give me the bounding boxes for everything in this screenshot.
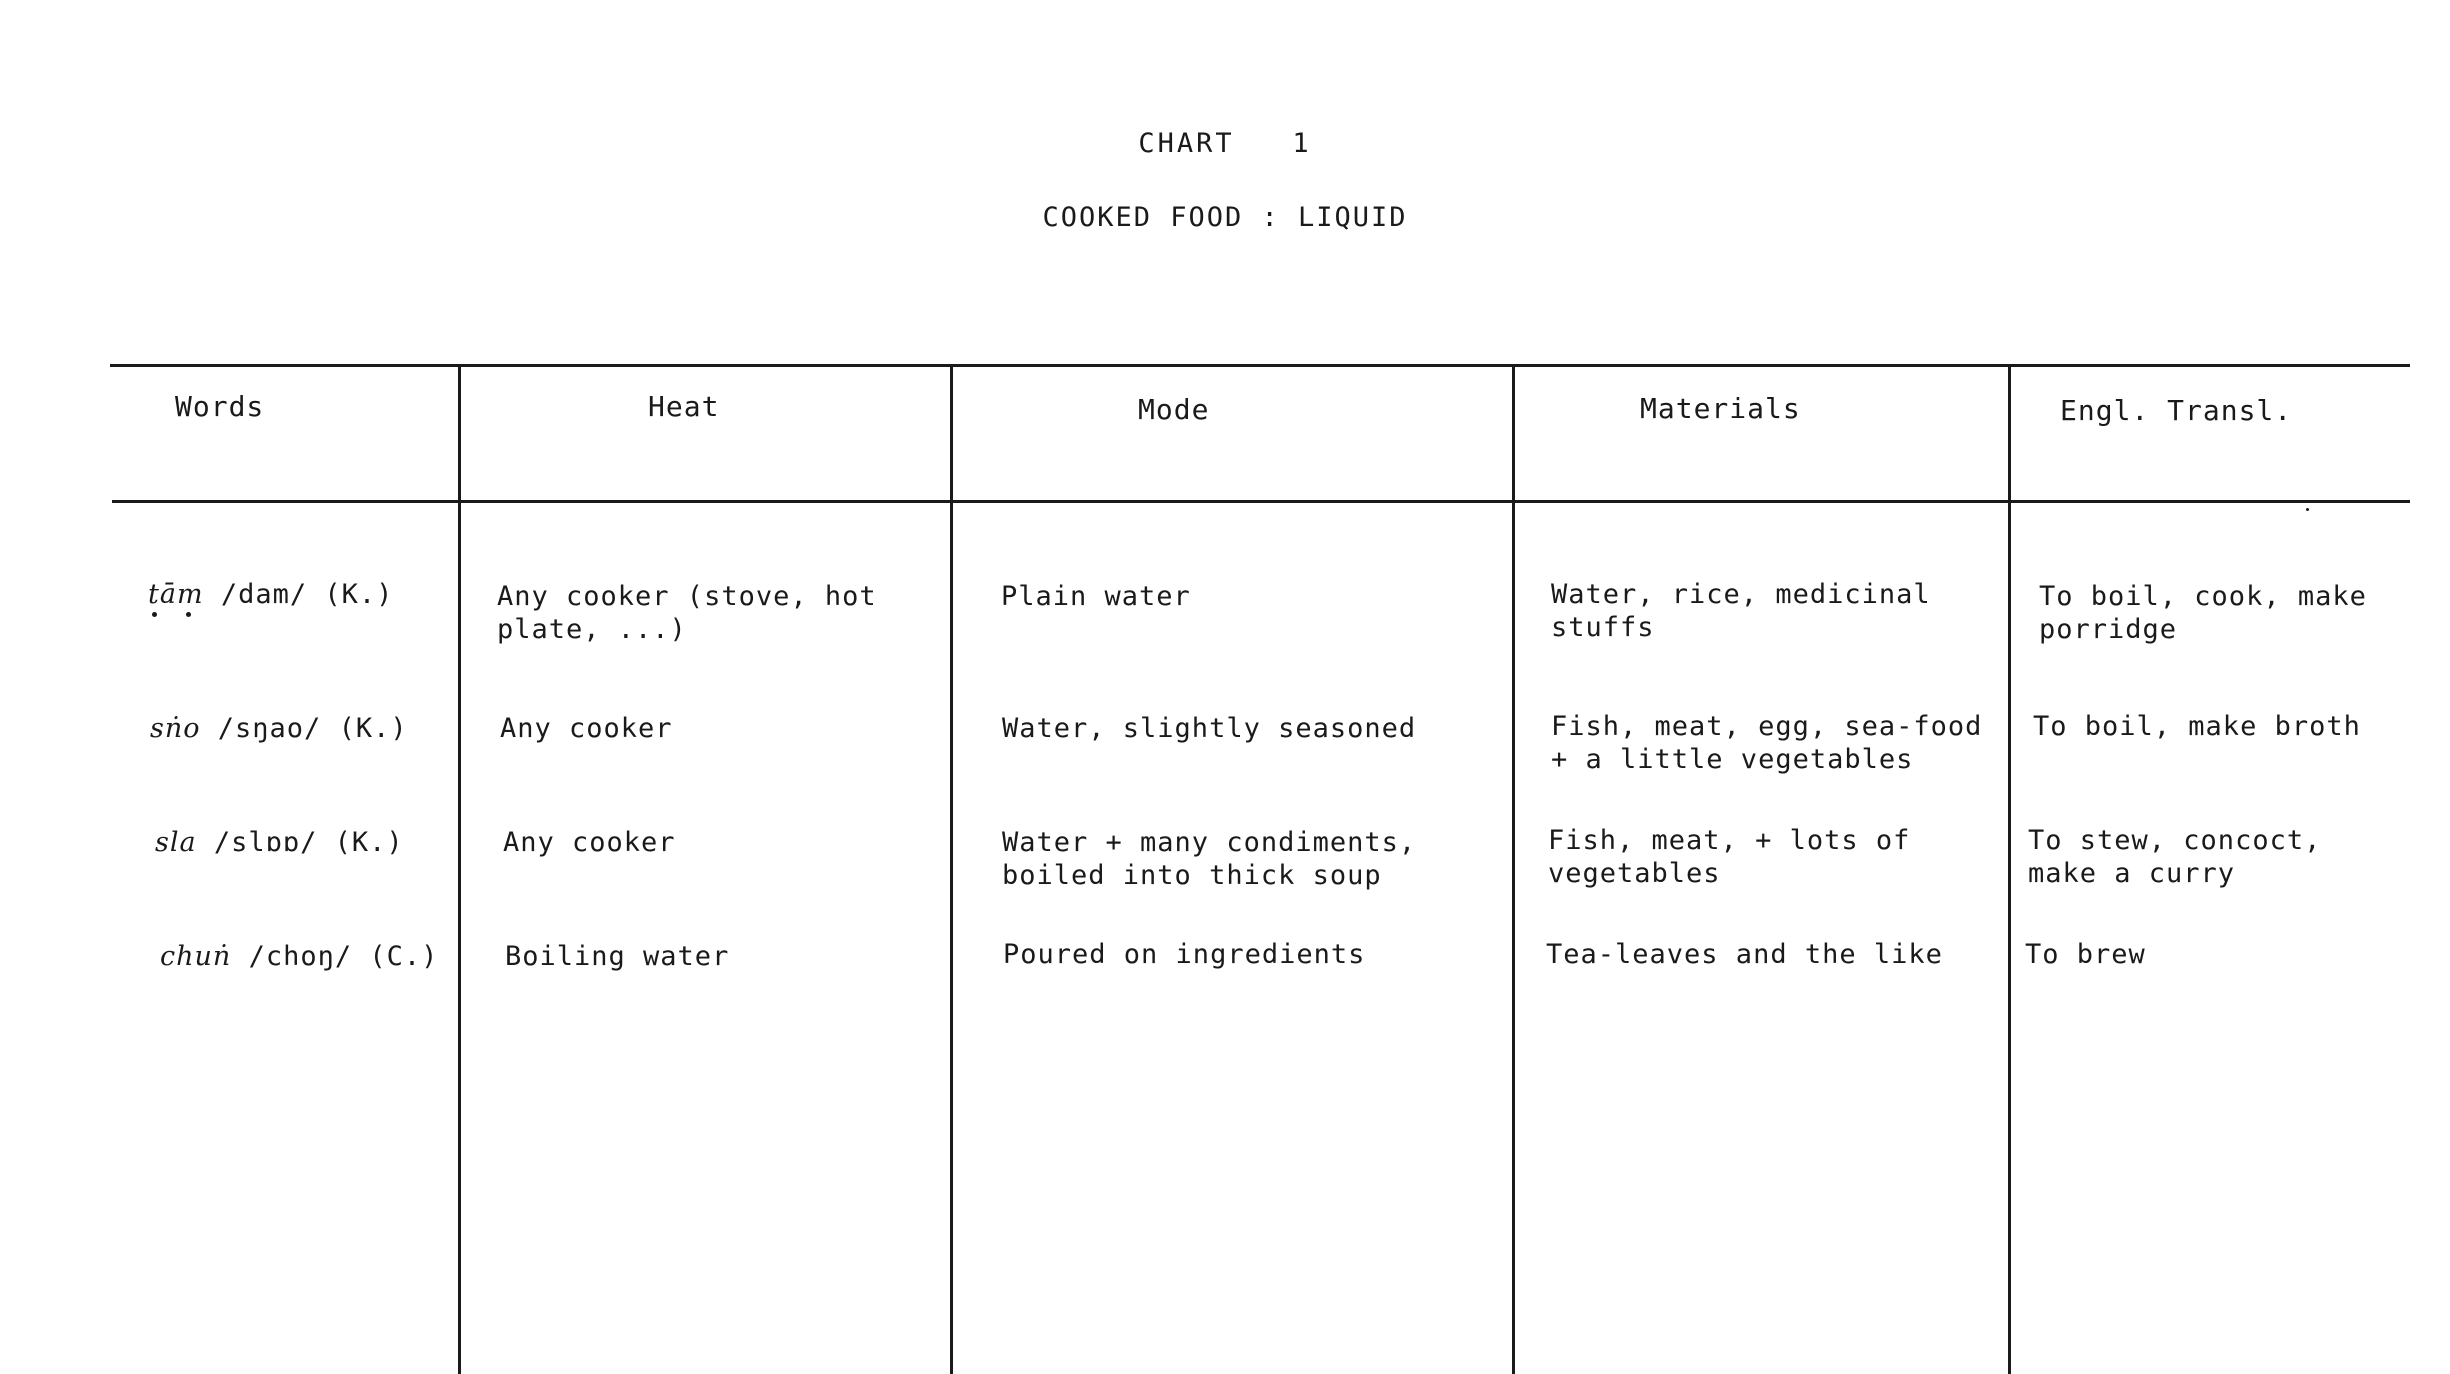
table-row-word xyxy=(160,940,438,973)
word-romanization: sṅo xyxy=(150,713,201,744)
table-row-materials: Fish, meat, + lots of vegetables xyxy=(1548,825,1911,889)
table-row-materials: Water, rice, medicinal stuffs xyxy=(1551,579,1931,643)
column-divider-1 xyxy=(458,366,461,1374)
table-row-heat: Any cooker (stove, hot plate, ...) xyxy=(497,581,877,645)
table-top-rule xyxy=(110,364,2410,367)
word-romanization: sla xyxy=(155,827,197,858)
table-header-rule xyxy=(112,500,2410,503)
word-romanization: chuṅ xyxy=(160,941,232,972)
table-row-translation: To boil, cook, make porridge xyxy=(2039,581,2367,645)
diacritic-dot xyxy=(186,612,191,617)
table-row-mode: Water, slightly seasoned xyxy=(1002,713,1417,744)
table-row-heat: Any cooker xyxy=(500,713,673,744)
word-romanization: tām xyxy=(148,579,204,610)
header-engl-transl: Engl. Transl. xyxy=(2060,394,2293,427)
table-row-mode: Plain water xyxy=(1001,581,1191,612)
table-row-translation: To brew xyxy=(2025,939,2146,970)
word-ipa: /sŋao/ (K.) xyxy=(217,713,408,744)
table-row-word xyxy=(148,578,393,611)
column-divider-2 xyxy=(950,366,953,1374)
table-row-word xyxy=(155,826,404,859)
table-row-translation: To stew, concoct, make a curry xyxy=(2028,825,2322,889)
table-row-heat: Boiling water xyxy=(505,941,730,972)
column-divider-3 xyxy=(1512,366,1515,1374)
word-ipa: /dam/ (K.) xyxy=(220,579,394,610)
table-row-mode: Poured on ingredients xyxy=(1003,939,1366,970)
header-materials: Materials xyxy=(1640,392,1801,425)
chart-subtitle: COOKED FOOD : LIQUID xyxy=(1042,202,1408,233)
table-row-materials: Fish, meat, egg, sea-food + a little vegetables xyxy=(1551,711,1983,775)
stray-dot xyxy=(2306,508,2309,511)
table-row-heat: Any cooker xyxy=(503,827,676,858)
word-ipa: /choŋ/ (C.) xyxy=(248,941,439,972)
column-divider-4 xyxy=(2008,366,2011,1374)
header-mode: Mode xyxy=(1138,393,1210,426)
diacritic-dot xyxy=(152,612,157,617)
chart-title: CHART 1 xyxy=(1138,128,1312,159)
table-row-materials: Tea-leaves and the like xyxy=(1546,939,1943,970)
table-row-word xyxy=(150,712,408,745)
header-heat: Heat xyxy=(648,390,720,423)
table-row-mode: Water + many condiments, boiled into thick soup xyxy=(1002,827,1417,891)
table-row-translation: To boil, make broth xyxy=(2033,711,2361,742)
word-ipa: /slɒɒ/ (K.) xyxy=(213,827,404,858)
header-words: Words xyxy=(175,390,265,423)
